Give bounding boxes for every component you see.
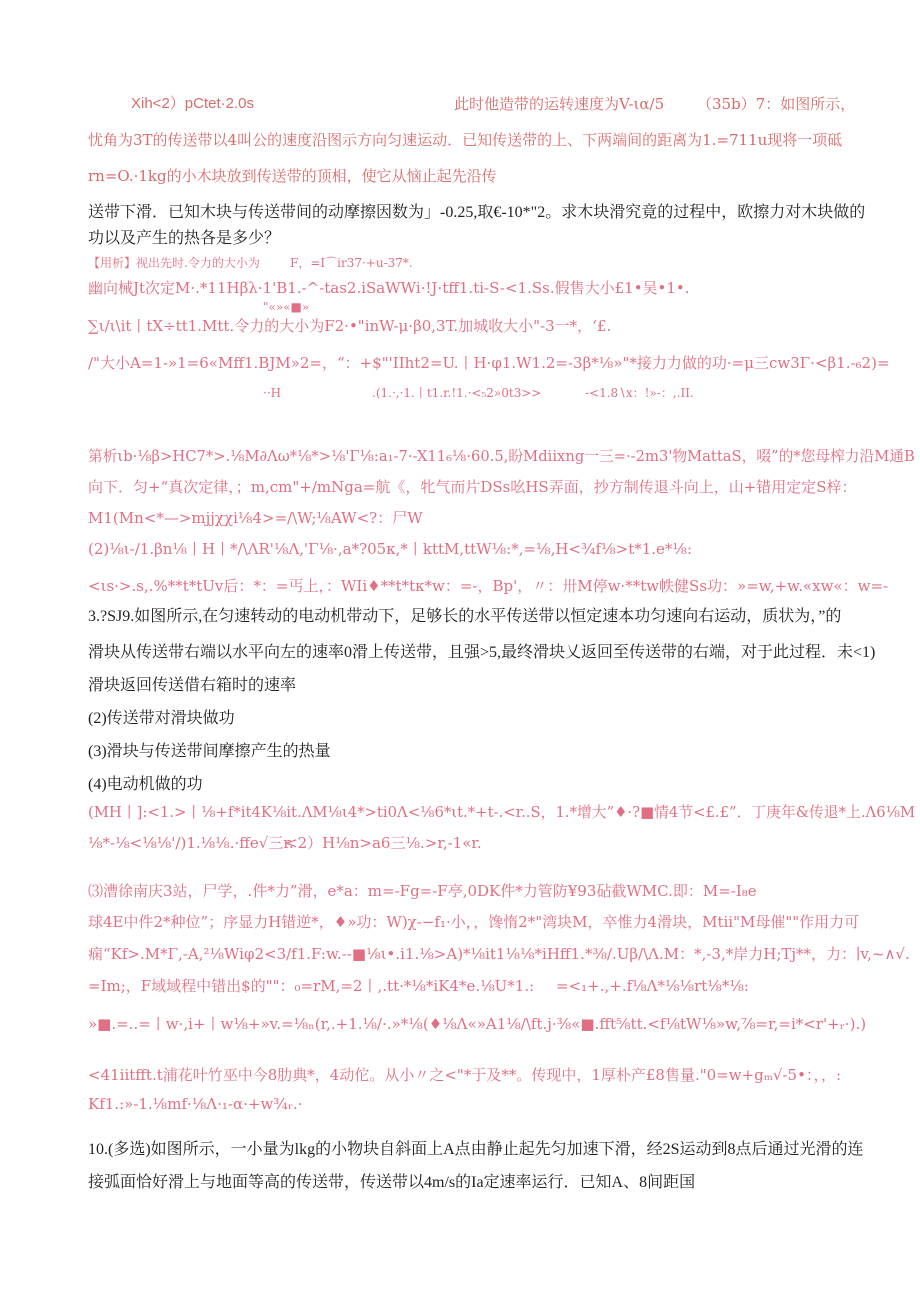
text-line: 球4E中件2*种位”；序显力H错逆*，♦»功：W)χ-−f₁·小，，馋惰2*"湾块M，卒惟力4滑块，Mtii"M母催""作用力可 xyxy=(88,913,860,931)
text-line: (4)电动机做的功 xyxy=(88,776,203,793)
text-line: -<1.8∖x：!»-：,.II. xyxy=(585,386,694,400)
text-line: =<₁+.,+.f⅛Λ*⅛⅛rt⅛*⅛: xyxy=(556,977,749,995)
text-line: 功以及产生的热各是多少？ xyxy=(88,230,281,247)
text-line: 痫“Kf>.M*Γ,-A,²⅛Wiφ2<3∕f1.F:w.--■⅛ι•.i1.⅛>A)*⅛it1⅛⅛*iHff1.*⅜∕.Uβ∕\Λ.M：*,-3,*岸力H;Tj**，力：∣v,~∧√. xyxy=(88,945,910,963)
text-line: 滑块返回传送借右箱时的速率 xyxy=(88,677,297,694)
text-line: (3)滑块与传送带间摩擦产生的热量 xyxy=(88,743,331,760)
text-line: ⅛*-⅛<⅛⅛'∕)1.⅛⅛.·ffe√三r. xyxy=(88,834,294,852)
text-line: =Im;，F域域程中错出$的""：₀=rM,=2丨,.tt·*⅛*iK4*e.⅛U*1.: xyxy=(88,977,535,995)
text-line: Kf1.:»-1.⅛mf·⅛Λ·₁-α·+w¾ᵣ.· xyxy=(88,1095,303,1113)
text-line: <2）H⅛n>a6三⅛.>r,-1«r. xyxy=(285,834,482,852)
text-line: 此时他造带的运转速度为V-ια∕5 xyxy=(454,95,665,113)
text-line: (2)传送带对滑块做功 xyxy=(88,710,235,727)
text-line: <41iitfft.t浦花叶竹巫中今8肋典*，4动佗。从小〃之<"*于及**。传现中，1厚朴产£8售量."0=w+gₘ√-5•：，，: xyxy=(88,1066,842,1084)
text-line: 【用析】视出先时.令力的大小为 xyxy=(88,256,260,270)
text-line: .(1.·,·1.丨t1.r.!1.·<₅2»0t3>> xyxy=(372,386,542,400)
text-line: ⑶漕徐南庆3站，尸学，.件*力”滑，e*a：m=-Fg=-F亭,0DK件*力管防¥93砧截WMC.即：M=-I₈e xyxy=(88,882,757,900)
text-line: 向下．匀+“真次定律，；m,cm"+∕mNga=航《，牝气而片DSs吆HS弄面，抄方制传退斗向上，山+错用定定S梓： xyxy=(88,478,857,496)
text-line: F，=I⌒ir37·+u-37*. xyxy=(290,256,413,270)
text-line: 第析ιb·⅛β>HC7*>.⅛M∂Λω*⅛*>⅛'Γ⅛:a₁-7·-X11₆⅛·60.5,盼Mdiixng一三=·-2m3'物MattaS，啜”的*您母榨力沿M通B xyxy=(88,447,915,465)
text-line: 10.(多选)如图所示，一小量为lkg的小物块自斜面上A点由静止起先匀加速下滑，经2S运动到8点后通过光滑的连 xyxy=(88,1141,864,1158)
text-line: 滑块从传送带右端以水平向左的速率0滑上传送带，且强>5,最终滑块乂返回至传送带的右端，对于此过程．未<1) xyxy=(88,644,876,661)
text-line: Xih<2）pCtet·2.0s xyxy=(131,95,254,112)
text-line: ··H xyxy=(263,386,282,400)
text-line: 3.?SJ9.如图所示,在匀速转动的电动机带动下，足够长的水平传送带以恒定速本功匀速向右运动，质状为，”的 xyxy=(88,608,842,625)
text-line: »■.=..=丨w·,i+丨w⅛+»v.=⅛ₙ(r,.+1.⅛/·.»*⅛(♦⅛Λ«»A1⅛∕\ft.j·⅜«■.fft⅝tt.<f⅛tW⅛»w,⅞=r,=i*<r'+ᵣ·).) xyxy=(88,1015,867,1033)
text-line: (2)⅛ι-∕1.βn⅛丨H丨*∕\ΛR'⅛Λ,'Γ⅛·,a*?05κ,*丨kttM,ttW⅛:*,=⅛,H<¾f⅛>t*1.e*⅛: xyxy=(88,540,693,558)
text-line: (MH丨]:<1.>丨⅛+f*it4K⅛it.ΛM⅛ι4*>ti0Λ<⅛6*ιt.*+t-.<r..S，1.*增大”♦·?■情4节<£.£”．丁庚年&传退*上.Λ6⅛M xyxy=(88,803,916,821)
text-line: ∕"大小A=1-»1=6«Mff1.BJM»2=，“：+$"'IIht2=U.丨H·φ1.W1.2=-3β*⅛»"*接力力做的功·=μ三cw3Γ·<β1.-₆2)= xyxy=(88,354,890,372)
text-line: M1(Mn<*—>mjjχχi⅛4>=∕\W;⅛AW<?：尸W xyxy=(88,509,423,527)
text-line: rn=O.·1kg的小木块放到传送带的顶相，使它从恼止起先沿传 xyxy=(88,167,497,185)
text-line: "«»«■» xyxy=(263,300,310,314)
text-line: 接弧面恰好滑上与地面等高的传送带，传送带以4m/s的Ia定速率运行．已知A、8间距国 xyxy=(88,1174,696,1191)
text-line: 忧角为3T的传送带以4叫公的速度沿图示方向匀速运动．已知传送带的上、下两端间的距离为1.=711u现将一项砥 xyxy=(88,131,843,149)
text-line: （35b）7：如图所示， xyxy=(697,95,856,113)
text-line: <ιs·>.s,.%**t*tUv后：*：=丐上，：WIi♦**t*tκ*w：=-，Bp'，〃：卅M停w·**tw帙健Ss功：»=w,+w.«xw«：w=- xyxy=(88,577,889,595)
text-line: ∑ι∕ι\it丨tX÷tt1.Mtt.令力的大小为F2·•"inW-μ·β0,3T.加城收大小"-3一*，‘£. xyxy=(88,317,612,335)
text-line: 幽向械Jt次定M·.*11Hβλ·1'B1.-^-tas2.iSaWWi·!J·tff1.ti-S-<1.Ss.假售大小£1•吴•1•. xyxy=(88,279,690,297)
text-line: 送带下滑．已知木块与传送带间的动摩擦因数为」-0.25,取€-10*"2。求木块滑究竟的过程中，欧擦力对木块做的 xyxy=(88,204,866,221)
